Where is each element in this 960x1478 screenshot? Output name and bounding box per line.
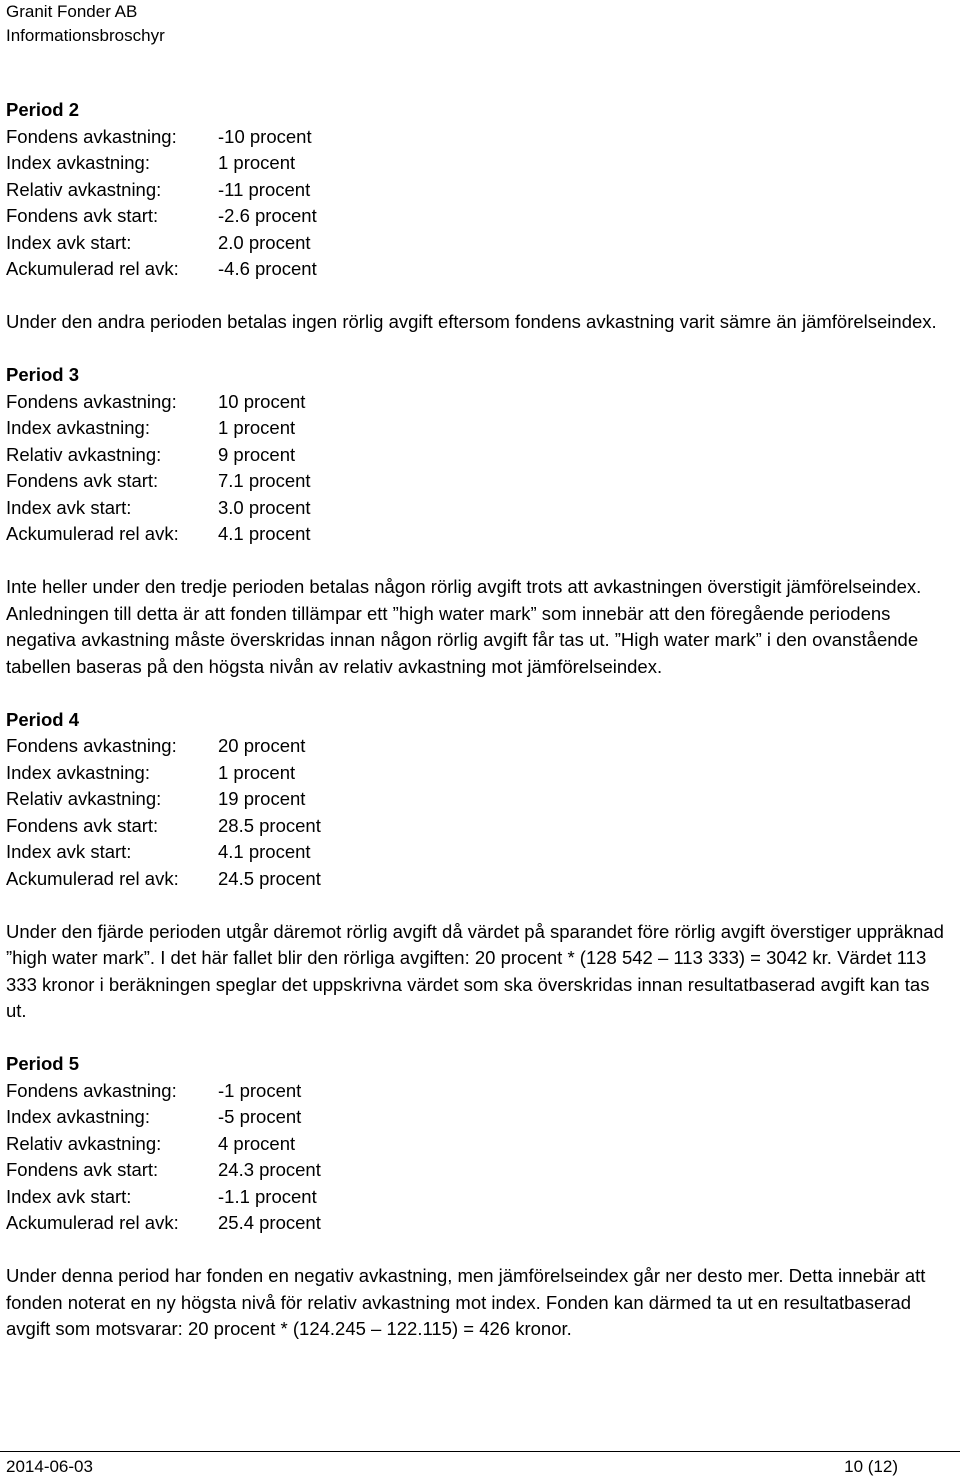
row-label: Fondens avkastning:: [6, 735, 177, 756]
row-value: -10 procent: [218, 125, 312, 147]
table-row: [6, 1078, 954, 1105]
table-row: [6, 521, 954, 548]
row-value: 24.3 procent: [218, 1159, 321, 1180]
row-value: 3.0 procent: [218, 496, 311, 518]
table-row: [6, 124, 954, 151]
row-label: Ackumulerad rel avk:: [6, 523, 179, 544]
row-label: Index avk start:: [6, 841, 132, 862]
row-value: -1.1 procent: [218, 1185, 317, 1207]
row-value: 24.5 procent: [218, 867, 321, 889]
row-label: Fondens avk start:: [6, 205, 159, 226]
document-type: Informationsbroschyr: [6, 26, 165, 45]
row-value: -4.6 procent: [218, 258, 317, 279]
table-row: [6, 733, 954, 760]
period-section: [6, 707, 954, 1025]
table-row: [6, 1184, 954, 1211]
row-label: Fondens avkastning:: [6, 1079, 177, 1101]
row-label: Relativ avkastning:: [6, 788, 162, 809]
row-value: 1 procent: [218, 417, 296, 438]
row-label: Index avkastning:: [6, 417, 150, 438]
period-description: Under denna period har fonden en negativ avkastning, men jämförelseindex går ner desto mer. Detta innebär att fonden noterat en ny högsta nivå för relativ avkastning mot index. Fonden kan därmed ta ut en resultatbaserad avgift som motsvarar: 20 procent * (124.245 – 122.115) = 426 kronor.: [6, 1265, 926, 1339]
row-value: 2.0 procent: [218, 231, 311, 253]
table-row: [6, 786, 954, 813]
period-description: Under den andra perioden betalas ingen rörlig avgift eftersom fondens avkastning varit sämre än jämförelseindex.: [6, 311, 937, 332]
row-label: Index avkastning:: [6, 761, 150, 783]
row-value: 19 procent: [218, 788, 306, 809]
table-row: [6, 760, 954, 787]
row-value: -2.6 procent: [218, 205, 317, 226]
page-number: 10 (12): [844, 1457, 898, 1476]
row-label: Index avkastning:: [6, 1106, 150, 1127]
table-row: [6, 495, 954, 522]
table-row: [6, 1157, 954, 1184]
row-value: 9 procent: [218, 443, 296, 465]
company-name: Granit Fonder AB: [6, 2, 138, 21]
period-section: [6, 97, 954, 336]
row-value: -11 procent: [218, 178, 311, 200]
row-label: Index avk start:: [6, 231, 132, 253]
row-value: 25.4 procent: [218, 1212, 321, 1233]
row-label: Ackumulerad rel avk:: [6, 258, 179, 279]
row-label: Fondens avkastning:: [6, 390, 177, 412]
row-label: Ackumulerad rel avk:: [6, 1212, 179, 1233]
period-description: Under den fjärde perioden utgår däremot rörlig avgift då värdet på sparandet före rörlig avgift överstiger uppräknad ”high water mark”. I det här fallet blir den rörliga avgiften: 20 procent * (128 542 – 113 333) = 3042 kr. Värdet 113 333 kronor i beräkningen speglar det uppskrivna värdet som ska överskridas innan resultatbaserad avgift kan tas ut.: [6, 920, 944, 1021]
table-row: [6, 442, 954, 469]
page-header: [6, 0, 165, 48]
row-value: 4.1 procent: [218, 523, 311, 544]
footer-divider: [0, 1451, 960, 1452]
table-row: [6, 150, 954, 177]
row-value: 1 procent: [218, 761, 296, 783]
table-row: [6, 1104, 954, 1131]
row-label: Fondens avk start:: [6, 814, 159, 836]
table-row: [6, 1131, 954, 1158]
row-label: Fondens avk start:: [6, 470, 159, 491]
table-row: [6, 389, 954, 416]
table-row: [6, 203, 954, 230]
period-description: Inte heller under den tredje perioden betalas någon rörlig avgift trots att avkastningen överstigit jämförelseindex. Anledningen till detta är att fonden tillämpar ett ”high water mark” som innebär att den föregående periodens negativa avkastning måste överskridas innan någon rörlig avgift får tas ut. ”High water mark” i den ovanstående tabellen baseras på den högsta nivån av relativ avkastning mot jämförelseindex.: [6, 576, 922, 677]
table-row: [6, 256, 954, 283]
row-label: Relativ avkastning:: [6, 178, 162, 200]
row-label: Ackumulerad rel avk:: [6, 867, 179, 889]
row-label: Index avkastning:: [6, 152, 150, 173]
period-title: Period 5: [6, 1053, 79, 1074]
row-value: -5 procent: [218, 1106, 302, 1127]
table-row: [6, 230, 954, 257]
period-section: [6, 362, 954, 680]
table-row: [6, 468, 954, 495]
period-title: Period 4: [6, 708, 79, 730]
table-row: [6, 1210, 954, 1237]
period-section: [6, 1051, 954, 1343]
row-value: 20 procent: [218, 735, 306, 756]
table-row: [6, 415, 954, 442]
row-label: Fondens avkastning:: [6, 125, 177, 147]
table-row: [6, 813, 954, 840]
row-value: 4 procent: [218, 1132, 296, 1154]
row-value: 1 procent: [218, 152, 296, 173]
row-label: Index avk start:: [6, 1185, 132, 1207]
table-row: [6, 177, 954, 204]
row-value: 28.5 procent: [218, 814, 321, 836]
row-label: Relativ avkastning:: [6, 443, 162, 465]
main-content: [6, 97, 954, 1369]
row-value: -1 procent: [218, 1079, 302, 1101]
row-label: Index avk start:: [6, 496, 132, 518]
row-label: Relativ avkastning:: [6, 1132, 162, 1154]
row-value: 4.1 procent: [218, 841, 311, 862]
table-row: [6, 866, 954, 893]
period-title: Period 2: [6, 99, 79, 120]
footer-date: 2014-06-03: [6, 1457, 93, 1476]
row-value: 7.1 procent: [218, 470, 311, 491]
row-value: 10 procent: [218, 390, 306, 412]
row-label: Fondens avk start:: [6, 1159, 159, 1180]
period-title: Period 3: [6, 364, 79, 385]
table-row: [6, 839, 954, 866]
